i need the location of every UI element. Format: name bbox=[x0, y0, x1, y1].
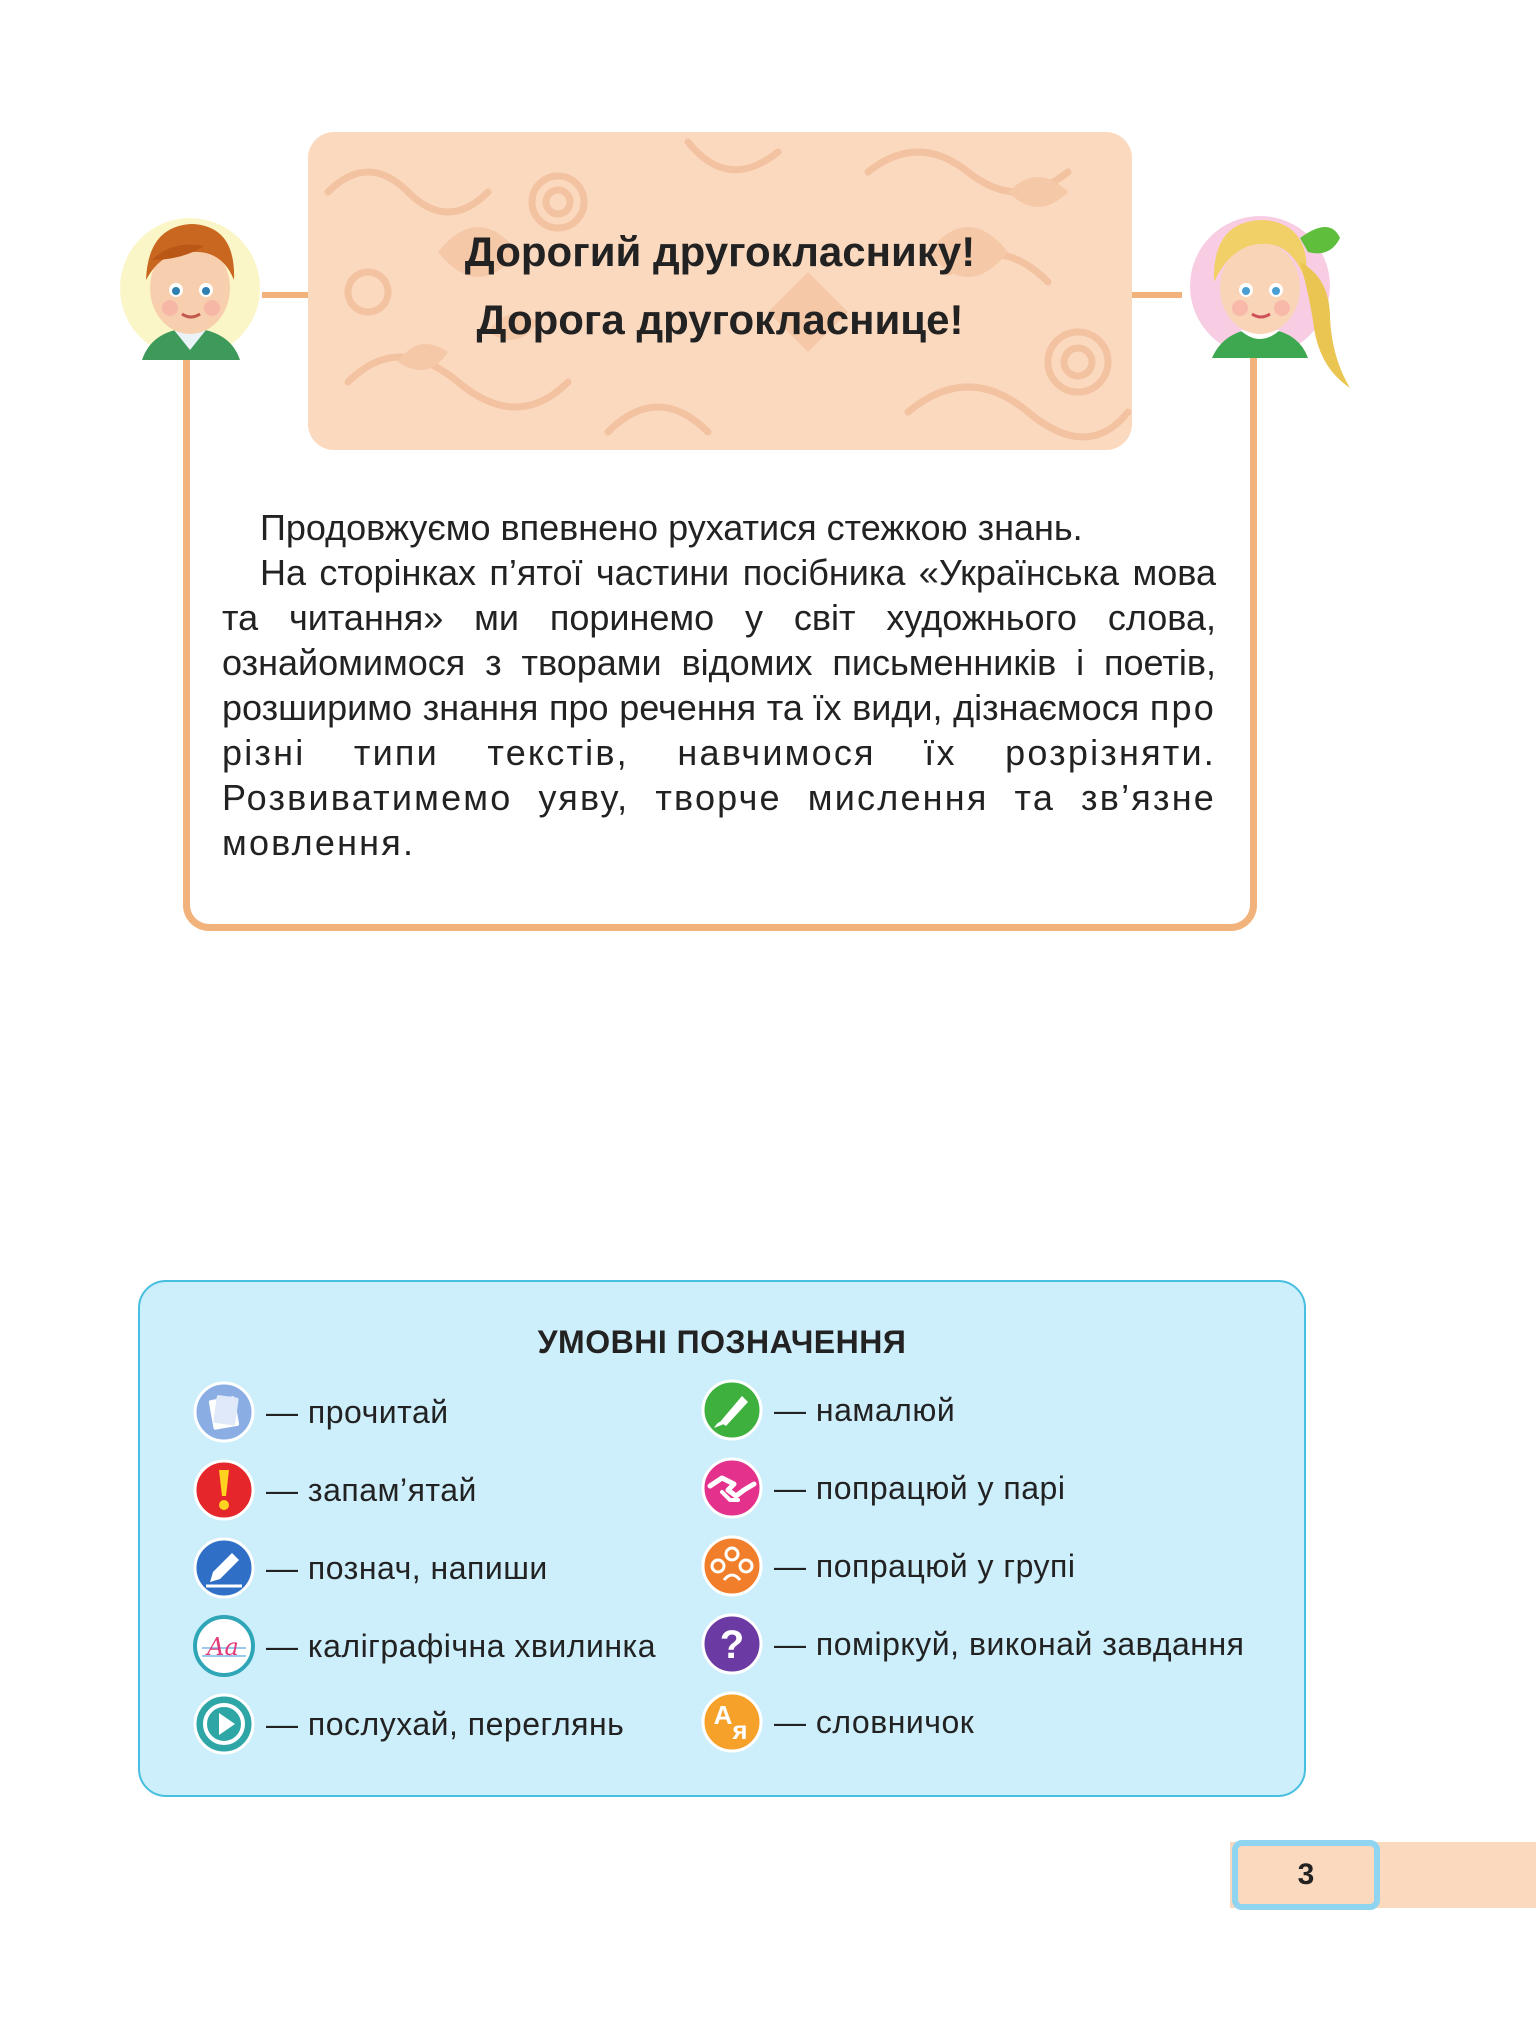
greeting-panel bbox=[308, 132, 1132, 450]
svg-text:?: ? bbox=[719, 1623, 745, 1667]
intro-text bbox=[222, 505, 1216, 865]
legend-label-dictionary: — словничок bbox=[774, 1704, 975, 1740]
handshake-icon bbox=[700, 1456, 764, 1520]
calligraphy-icon bbox=[192, 1614, 256, 1678]
greeting-line-2: Дорога другокласнице! bbox=[476, 296, 964, 343]
legend-title: УМОВНІ ПОЗНАЧЕННЯ bbox=[537, 1324, 907, 1360]
intro-paragraph-2 bbox=[222, 550, 1216, 865]
frame-connector-left bbox=[262, 292, 312, 298]
greeting-line-1: Дорогий другокласнику! bbox=[464, 228, 976, 275]
svg-text:Aa: Aa bbox=[207, 1633, 239, 1661]
book-icon bbox=[192, 1380, 256, 1444]
group-icon bbox=[700, 1534, 764, 1598]
legend-label-calligraphy: — каліграфічна хвилинка bbox=[266, 1628, 656, 1664]
intro-paragraph-2-part-a: На сторінках п’ятої частини посібника «Українська мова та читання» ми поринемо у світ художнього слова, ознайомимося з творами відомих письменників і поетів, розширимо знання про речення та їх види, дізнаємося bbox=[222, 552, 1216, 728]
pencil-icon bbox=[192, 1536, 256, 1600]
legend-label-remember: — запам’ятай bbox=[266, 1472, 477, 1508]
play-icon bbox=[192, 1692, 256, 1756]
dictionary-icon bbox=[700, 1690, 764, 1754]
legend-label-group: — попрацюй у групі bbox=[774, 1548, 1076, 1584]
legend-label-read: — прочитай bbox=[266, 1394, 449, 1430]
legend-label-write: — познач, напиши bbox=[266, 1550, 548, 1586]
boy-avatar bbox=[112, 210, 262, 360]
dictionary-glyph-lower: я bbox=[732, 1715, 748, 1745]
question-icon bbox=[700, 1612, 764, 1676]
frame-connector-right bbox=[1128, 292, 1182, 298]
legend-label-draw: — намалюй bbox=[774, 1392, 956, 1428]
legend-box bbox=[138, 1280, 1306, 1797]
intro-paragraph-1: Продовжуємо впевнено рухатися стежкою знань. bbox=[260, 507, 1083, 548]
exclamation-icon bbox=[192, 1458, 256, 1522]
legend-label-listen: — послухай, переглянь bbox=[266, 1706, 625, 1742]
intro-paragraph-2-part-b: про різні типи текстів, навчимося їх розрізняти. bbox=[222, 687, 1216, 773]
legend-label-think: — поміркуй, виконай завдання bbox=[774, 1626, 1245, 1662]
intro-paragraph-2-part-c: Розвиватимемо уяву, творче мислення та зв’язне мовлення. bbox=[222, 777, 1216, 863]
legend-label-pair: — попрацюй у парі bbox=[774, 1470, 1066, 1506]
girl-avatar bbox=[1180, 208, 1400, 398]
folk-ornament-icon bbox=[308, 132, 1132, 450]
dictionary-glyph-upper: А bbox=[713, 1700, 733, 1730]
page-number: 3 bbox=[1232, 1840, 1380, 1910]
brush-icon bbox=[700, 1378, 764, 1442]
